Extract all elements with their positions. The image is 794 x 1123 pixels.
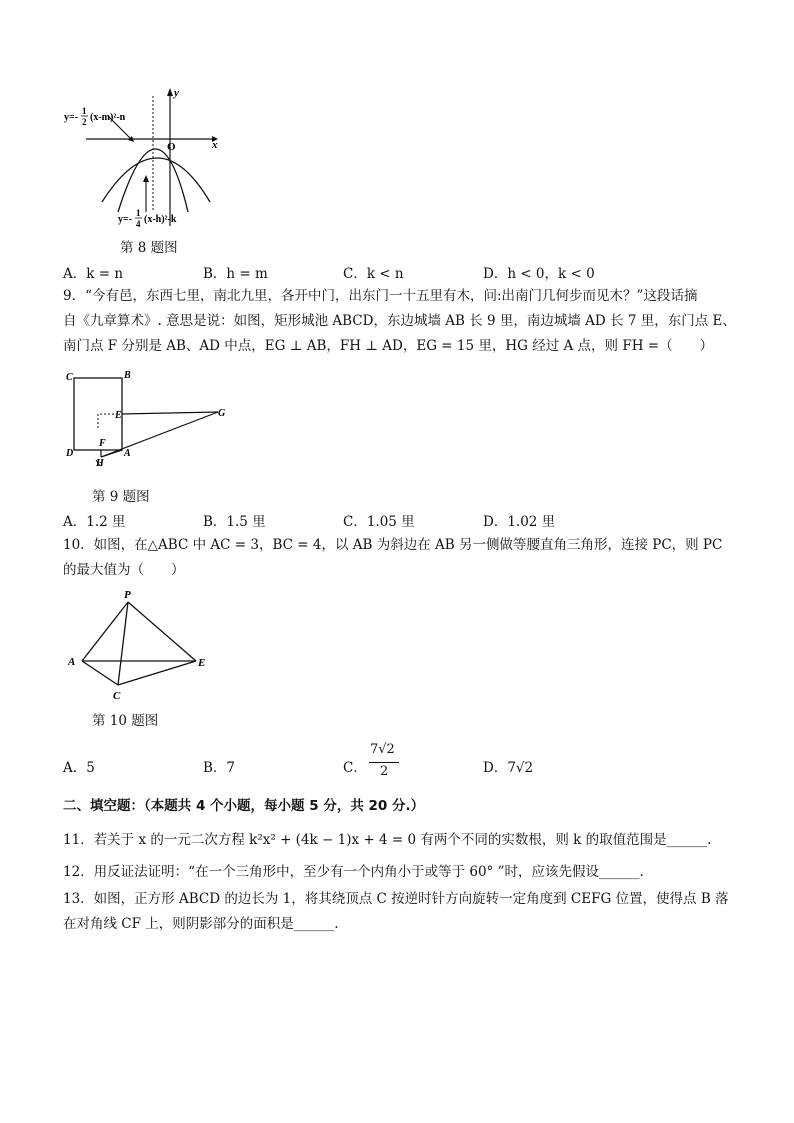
q8-option-c: C．k < n: [343, 266, 404, 282]
q9-option-b: B．1.5 里: [203, 514, 266, 530]
q13-text-line2: 在对角线 CF 上，则阴影部分的面积是______.: [63, 916, 339, 932]
q10-label-e: E: [198, 657, 206, 669]
q10-caption: 第 10 题图: [92, 713, 159, 729]
q10-label-c: C: [113, 690, 121, 702]
q9-option-d: D．1.02 里: [483, 514, 556, 530]
q9-label-a: A: [124, 448, 131, 459]
q10-option-a: A．5: [63, 760, 95, 776]
q8-option-b: B．h = m: [203, 266, 268, 282]
q8-figure: [60, 84, 230, 234]
q9-figure: [62, 366, 232, 472]
section2-heading: 二、填空题：（本题共 4 个小题，每小题 5 分，共 20 分.）: [63, 798, 425, 814]
q8-label2-den: 4: [136, 219, 141, 229]
q9-label-f: F: [99, 438, 106, 449]
q8-origin: O: [167, 141, 176, 153]
q8-axis-x: x: [212, 139, 218, 151]
q9-label-c: C: [66, 372, 73, 383]
q8-option-d: D．h < 0，k < 0: [483, 266, 595, 282]
q13-text-line1: 13．如图，正方形 ABCD 的边长为 1，将其绕顶点 C 按逆时针方向旋转一定角度到 CEFG 位置，使得点 B 落: [63, 891, 729, 907]
q8-label2-num: 1: [136, 208, 141, 218]
q10-text-line2: 的最大值为（ ）: [63, 562, 185, 578]
q8-axis-y: y: [174, 87, 179, 99]
q9-option-c: C．1.05 里: [343, 514, 415, 530]
q10-label-p: P: [124, 589, 131, 601]
q11-text: 11．若关于 x 的一元二次方程 k²x² + (4k − 1)x + 4 = 0 有两个不同的实数根，则 k 的取值范围是______.: [63, 832, 712, 848]
q12-text: 12．用反证法证明：“在一个三角形中，至少有一个内角小于或等于 60° ”时，应该先假设______.: [63, 864, 644, 880]
q10-option-c-num: 7√2: [370, 742, 395, 757]
q8-caption: 第 8 题图: [120, 240, 178, 256]
q9-text-line1: 9．“今有邑，东西七里，南北九里，各开中门，出东门一十五里有木，问:出南门几何步而见木？”这段话摘: [63, 288, 698, 304]
q10-option-c-prefix: C．: [343, 760, 367, 776]
q9-label-d: D: [66, 448, 74, 459]
q9-text-line2: 自《九章算术》. 意思是说：如图，矩形城池 ABCD，东边城墙 AB 长 9 里，南边城墙 AD 长 7 里，东门点 E、: [63, 313, 736, 329]
q8-label2: y=-: [118, 214, 133, 225]
q8-option-a: A．k = n: [63, 266, 124, 282]
q8-label2-tail: (x-h)²-k: [144, 214, 177, 225]
q9-label-b: B: [124, 370, 131, 381]
q10-label-a: A: [68, 656, 76, 668]
q9-text-line3: 南门点 F 分别是 AB、AD 中点，EG ⊥ AB，FH ⊥ AD，EG = 15 里，HG 经过 A 点，则 FH =（ ）: [63, 338, 714, 354]
q10-option-c-den: 2: [380, 764, 389, 779]
q10-text-line1: 10．如图，在△ABC 中 AC = 3，BC = 4，以 AB 为斜边在 AB 另一侧做等腰直角三角形，连接 PC，则 PC: [63, 537, 723, 553]
q10-option-b: B．7: [203, 760, 236, 776]
q9-label-g: G: [218, 408, 226, 419]
q9-option-a: A．1.2 里: [63, 514, 126, 530]
q9-label-h: H: [96, 458, 104, 469]
q10-option-d: D．7√2: [483, 760, 534, 776]
q8-label1-den: 2: [82, 117, 87, 127]
q8-label1-tail: (x-m)²-n: [90, 112, 126, 123]
q9-caption: 第 9 题图: [92, 489, 150, 505]
q10-figure: [62, 586, 222, 704]
q8-label1: y=-: [64, 112, 79, 123]
q9-label-e: E: [115, 410, 122, 421]
q8-label1-num: 1: [82, 106, 87, 116]
